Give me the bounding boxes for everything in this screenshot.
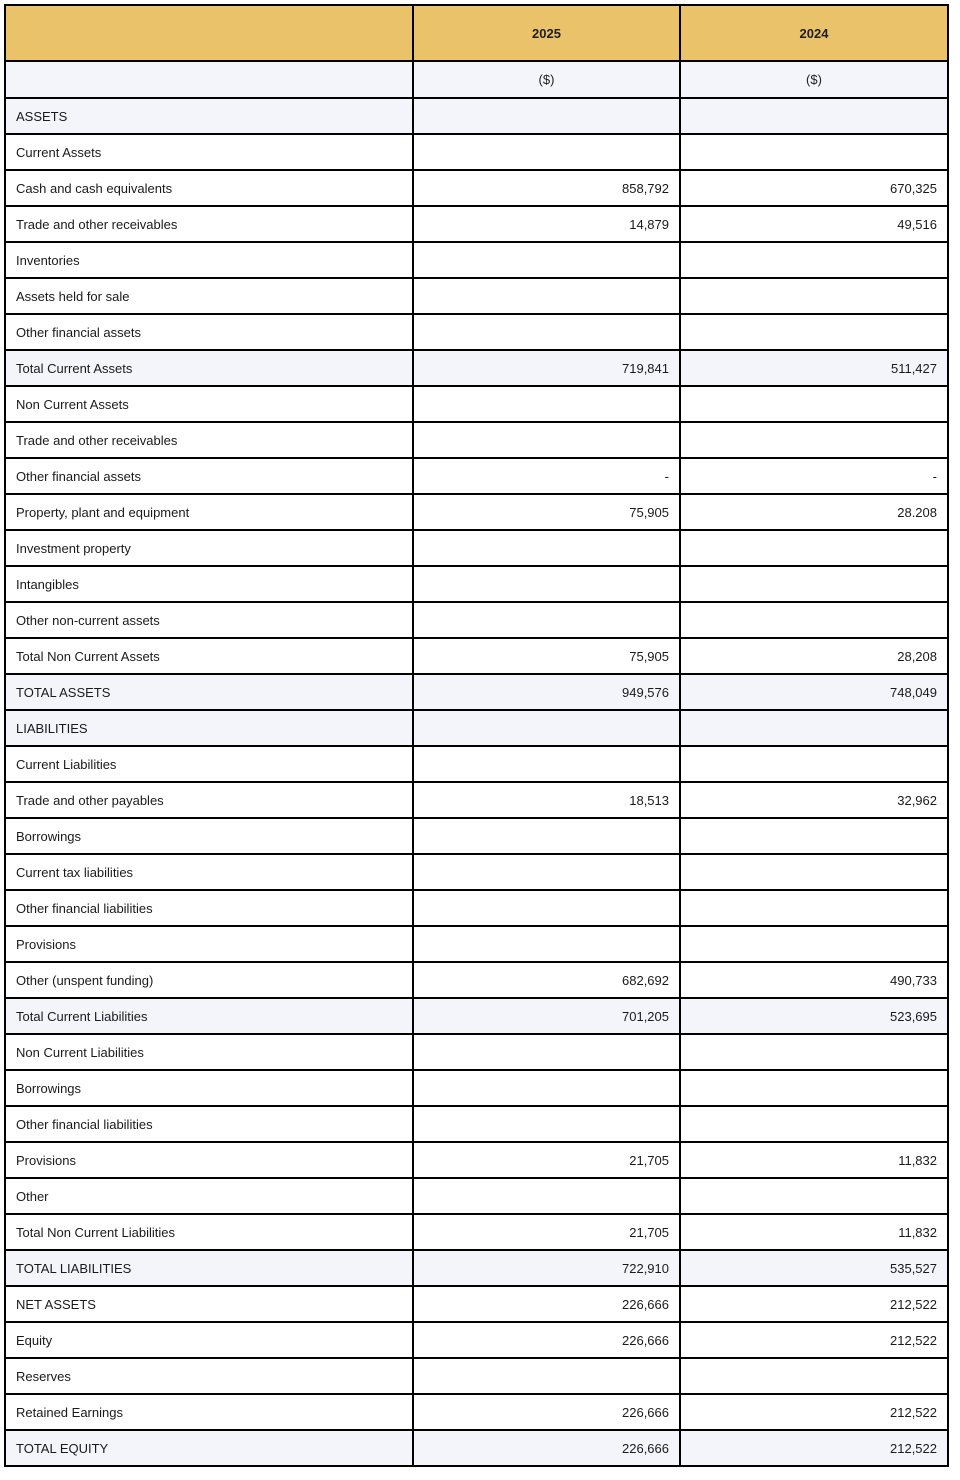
row-value-2024: 670,325: [680, 170, 948, 206]
row-value-2025: [413, 1070, 680, 1106]
table-row: [5, 314, 948, 350]
row-label: Inventories: [5, 242, 413, 278]
table-row: [5, 1286, 948, 1322]
row-label: Current Assets: [5, 134, 413, 170]
row-label: Current Liabilities: [5, 746, 413, 782]
row-value-2025: [413, 1034, 680, 1070]
row-value-2024: 11,832: [680, 1214, 948, 1250]
row-label: Retained Earnings: [5, 1394, 413, 1430]
row-value-2024: [680, 566, 948, 602]
row-label: Other: [5, 1178, 413, 1214]
row-label: Other financial assets: [5, 458, 413, 494]
row-value-2025: [413, 890, 680, 926]
row-value-2024: 490,733: [680, 962, 948, 998]
table-row: [5, 206, 948, 242]
table-row: [5, 242, 948, 278]
row-value-2024: 535,527: [680, 1250, 948, 1286]
table-row: [5, 170, 948, 206]
table-row: [5, 998, 948, 1034]
header-cell-blank: [5, 5, 413, 61]
row-value-2025: 949,576: [413, 674, 680, 710]
row-value-2024: 28.208: [680, 494, 948, 530]
table-row: [5, 818, 948, 854]
row-value-2025: [413, 1178, 680, 1214]
row-value-2025: [413, 1358, 680, 1394]
row-value-2024: [680, 530, 948, 566]
row-value-2025: 226,666: [413, 1394, 680, 1430]
header-row-years: [5, 5, 948, 61]
row-value-2025: 226,666: [413, 1322, 680, 1358]
row-value-2025: 21,705: [413, 1142, 680, 1178]
row-label: Assets held for sale: [5, 278, 413, 314]
row-value-2025: 682,692: [413, 962, 680, 998]
row-label: Total Current Liabilities: [5, 998, 413, 1034]
row-label: Property, plant and equipment: [5, 494, 413, 530]
row-label: Total Current Assets: [5, 350, 413, 386]
row-label: Trade and other receivables: [5, 422, 413, 458]
row-label: NET ASSETS: [5, 1286, 413, 1322]
row-value-2025: [413, 926, 680, 962]
table-row: [5, 1250, 948, 1286]
row-value-2024: [680, 422, 948, 458]
row-value-2024: [680, 314, 948, 350]
row-value-2024: [680, 1358, 948, 1394]
row-value-2024: [680, 1070, 948, 1106]
table-row: [5, 674, 948, 710]
row-value-2025: [413, 386, 680, 422]
row-value-2025: [413, 278, 680, 314]
table-row: [5, 134, 948, 170]
table-row: [5, 926, 948, 962]
row-value-2024: -: [680, 458, 948, 494]
row-value-2025: 719,841: [413, 350, 680, 386]
row-value-2024: 212,522: [680, 1430, 948, 1466]
row-label: Total Non Current Liabilities: [5, 1214, 413, 1250]
row-label: TOTAL ASSETS: [5, 674, 413, 710]
row-value-2025: 75,905: [413, 494, 680, 530]
row-label: Reserves: [5, 1358, 413, 1394]
row-label: Other financial assets: [5, 314, 413, 350]
row-label: ASSETS: [5, 98, 413, 134]
row-value-2024: [680, 386, 948, 422]
row-value-2025: 21,705: [413, 1214, 680, 1250]
row-label: Investment property: [5, 530, 413, 566]
table-row: [5, 962, 948, 998]
row-value-2025: [413, 98, 680, 134]
row-value-2024: [680, 278, 948, 314]
table-row: [5, 1358, 948, 1394]
row-label: TOTAL LIABILITIES: [5, 1250, 413, 1286]
table-row: [5, 1034, 948, 1070]
table-row: [5, 854, 948, 890]
table-row: [5, 1070, 948, 1106]
table-row: [5, 1142, 948, 1178]
table-row: [5, 1322, 948, 1358]
row-label: Provisions: [5, 1142, 413, 1178]
row-label: Borrowings: [5, 1070, 413, 1106]
row-value-2025: [413, 710, 680, 746]
row-value-2024: [680, 854, 948, 890]
table-row: [5, 1106, 948, 1142]
row-value-2024: [680, 890, 948, 926]
row-value-2024: 32,962: [680, 782, 948, 818]
row-value-2024: 49,516: [680, 206, 948, 242]
row-label: Other financial liabilities: [5, 1106, 413, 1142]
row-value-2024: [680, 134, 948, 170]
row-label: Other non-current assets: [5, 602, 413, 638]
row-value-2024: [680, 926, 948, 962]
row-value-2025: [413, 134, 680, 170]
row-value-2025: -: [413, 458, 680, 494]
row-value-2025: [413, 242, 680, 278]
row-value-2025: 14,879: [413, 206, 680, 242]
row-value-2025: [413, 314, 680, 350]
table-row: [5, 494, 948, 530]
row-value-2025: [413, 566, 680, 602]
row-label: Non Current Assets: [5, 386, 413, 422]
row-value-2024: [680, 1106, 948, 1142]
row-label: Trade and other payables: [5, 782, 413, 818]
row-value-2025: [413, 422, 680, 458]
row-value-2024: [680, 242, 948, 278]
row-value-2025: [413, 818, 680, 854]
table-row: [5, 278, 948, 314]
row-value-2025: [413, 1106, 680, 1142]
row-value-2024: 11,832: [680, 1142, 948, 1178]
row-value-2024: 28,208: [680, 638, 948, 674]
row-value-2024: 212,522: [680, 1394, 948, 1430]
row-value-2024: 212,522: [680, 1286, 948, 1322]
table-row: [5, 602, 948, 638]
row-value-2024: [680, 710, 948, 746]
row-label: Trade and other receivables: [5, 206, 413, 242]
unit-cell-blank: [5, 61, 413, 98]
row-label: Provisions: [5, 926, 413, 962]
row-value-2025: 226,666: [413, 1430, 680, 1466]
row-value-2025: [413, 602, 680, 638]
header-row-units: [5, 61, 948, 98]
table-row: [5, 1178, 948, 1214]
table-row: [5, 386, 948, 422]
table-row: [5, 530, 948, 566]
row-label: Other (unspent funding): [5, 962, 413, 998]
table-row: [5, 890, 948, 926]
table-row: [5, 422, 948, 458]
row-label: TOTAL EQUITY: [5, 1430, 413, 1466]
table-row: [5, 566, 948, 602]
table-row: [5, 98, 948, 134]
table-row: [5, 710, 948, 746]
row-label: Non Current Liabilities: [5, 1034, 413, 1070]
row-label: Cash and cash equivalents: [5, 170, 413, 206]
unit-cell-2025: ($): [413, 61, 680, 98]
row-label: Other financial liabilities: [5, 890, 413, 926]
header-cell-2024: 2024: [680, 5, 948, 61]
row-value-2025: 75,905: [413, 638, 680, 674]
row-value-2024: [680, 602, 948, 638]
row-value-2025: [413, 746, 680, 782]
header-cell-2025: 2025: [413, 5, 680, 61]
row-value-2024: [680, 1034, 948, 1070]
row-value-2024: [680, 98, 948, 134]
row-value-2024: 212,522: [680, 1322, 948, 1358]
table-row: [5, 458, 948, 494]
table-row: [5, 1430, 948, 1466]
row-label: LIABILITIES: [5, 710, 413, 746]
row-value-2024: 748,049: [680, 674, 948, 710]
financial-statement-table: [4, 4, 949, 1467]
row-label: Borrowings: [5, 818, 413, 854]
unit-cell-2024: ($): [680, 61, 948, 98]
row-value-2025: 18,513: [413, 782, 680, 818]
row-label: Current tax liabilities: [5, 854, 413, 890]
row-value-2024: 523,695: [680, 998, 948, 1034]
table-row: [5, 746, 948, 782]
row-value-2025: 858,792: [413, 170, 680, 206]
table-row: [5, 350, 948, 386]
table-row: [5, 638, 948, 674]
row-label: Intangibles: [5, 566, 413, 602]
row-label: Total Non Current Assets: [5, 638, 413, 674]
row-value-2024: [680, 818, 948, 854]
table-row: [5, 1214, 948, 1250]
row-value-2025: 701,205: [413, 998, 680, 1034]
row-value-2024: [680, 1178, 948, 1214]
table-row: [5, 1394, 948, 1430]
row-value-2025: 226,666: [413, 1286, 680, 1322]
row-value-2024: 511,427: [680, 350, 948, 386]
row-value-2025: 722,910: [413, 1250, 680, 1286]
row-value-2024: [680, 746, 948, 782]
table-row: [5, 782, 948, 818]
row-value-2025: [413, 854, 680, 890]
row-label: Equity: [5, 1322, 413, 1358]
table-body: [5, 5, 948, 1466]
row-value-2025: [413, 530, 680, 566]
